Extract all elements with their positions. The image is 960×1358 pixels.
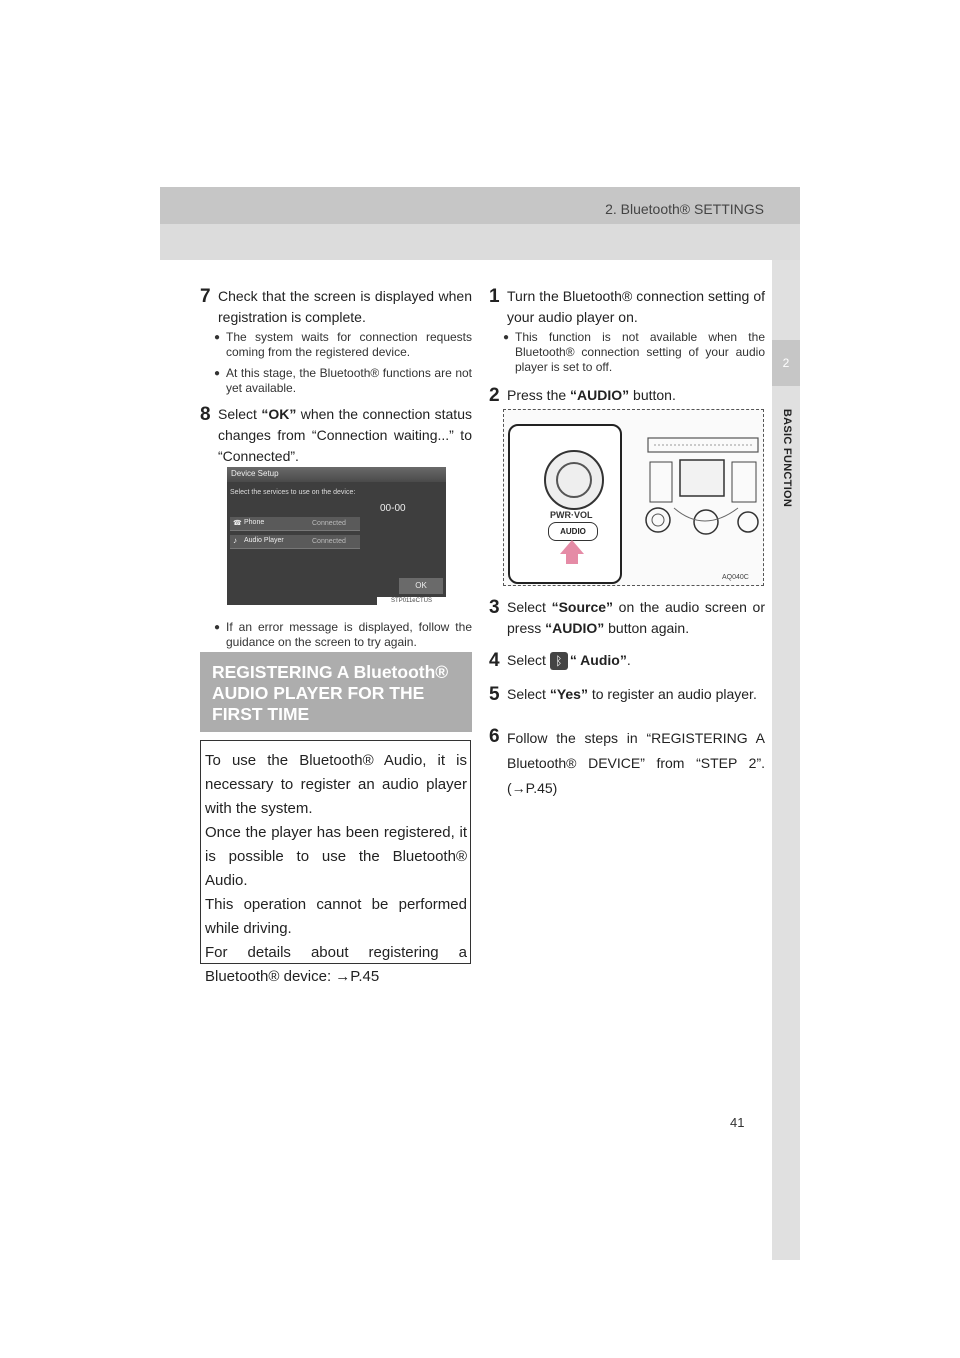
step-number: 5 — [489, 684, 500, 705]
phone-icon: ☎ — [233, 520, 242, 527]
step-text: Select “Source” on the audio screen or press “AUDIO” button again. — [507, 599, 765, 636]
info-paragraph: To use the Bluetooth® Audio, it is necessary to register an audio player with the system. — [205, 752, 467, 817]
step-text: Select ᛒ “ Audio”. — [507, 652, 631, 669]
service-label: Audio Player — [244, 537, 284, 544]
audio-button: AUDIO — [548, 522, 598, 541]
knob-label: PWR·VOL — [550, 510, 593, 520]
banner-title: REGISTERING A Bluetooth® AUDIO PLAYER FOR THE FIRST TIME — [212, 662, 449, 724]
bullet-icon: ● — [214, 368, 221, 379]
step-1 — [489, 286, 765, 328]
bullet-icon: ● — [503, 332, 510, 343]
step-number: 3 — [489, 597, 500, 618]
service-label: Phone — [244, 519, 265, 526]
screen-title: Device Setup — [231, 469, 279, 478]
bluetooth-icon: ᛒ — [550, 652, 568, 670]
step-number: 4 — [489, 650, 500, 671]
press-arrow-icon — [560, 540, 584, 554]
service-status: Connected — [312, 520, 346, 527]
step-number: 2 — [489, 385, 500, 406]
step-text: Turn the Bluetooth® connection setting of your audio player on. — [507, 288, 765, 325]
bullet-icon: ● — [214, 622, 221, 633]
step-text: Select “Yes” to register an audio player. — [507, 686, 757, 702]
info-box — [200, 740, 471, 985]
service-status: Connected — [312, 538, 346, 545]
step-7 — [200, 286, 472, 328]
step-text: Follow the steps in “REGISTERING A Bluetooth® DEVICE” from “STEP 2”. (→P.45) — [507, 730, 765, 796]
info-paragraph: This operation cannot be performed while driving. — [205, 896, 467, 937]
control-closeup — [508, 424, 622, 584]
bullet-text: The system waits for connection requests coming from the registered device. — [226, 330, 472, 359]
step-text: Press the “AUDIO” button. — [507, 387, 676, 403]
header-band — [160, 224, 800, 260]
service-row — [230, 517, 360, 531]
screen-subtitle: Select the services to use on the device: — [230, 489, 356, 496]
step-6 — [489, 726, 765, 801]
step-number: 7 — [200, 286, 211, 307]
step-text: Select “OK” when the connection status changes from “Connection waiting...” to “Connected”. — [218, 406, 472, 464]
bullet — [503, 330, 765, 375]
screen-title-bar — [227, 467, 446, 482]
dashboard-illustration — [503, 409, 764, 586]
info-paragraph: Once the player has been registered, it is possible to use the Bluetooth® Audio. — [205, 824, 467, 889]
info-paragraph: For details about registering a Bluetooth® device: →P.45 — [205, 944, 467, 985]
step-3 — [489, 597, 765, 639]
chapter-label-text: BASIC FUNCTION — [781, 408, 793, 508]
page-number: 41 — [730, 1115, 745, 1130]
step-5 — [489, 684, 765, 705]
step-text: Check that the screen is displayed when registration is complete. — [218, 288, 472, 325]
bullet — [214, 330, 472, 360]
music-note-icon: ♪ — [233, 536, 237, 545]
step-8 — [200, 404, 472, 467]
chapter-label — [766, 404, 806, 514]
bullet — [214, 366, 472, 396]
step-4 — [489, 650, 765, 671]
chapter-number: 2 — [782, 356, 790, 370]
service-row — [230, 535, 360, 549]
device-setup-screenshot — [227, 467, 446, 605]
section-title: 2. Bluetooth® SETTINGS — [605, 201, 764, 217]
bullet-text: This function is not available when the Bluetooth® connection setting of your audio player is set to off. — [515, 330, 765, 374]
ok-button: OK — [399, 578, 443, 594]
press-arrow-stem — [566, 554, 578, 564]
bullet-text: At this stage, the Bluetooth® functions are not yet available. — [226, 366, 472, 395]
step-2 — [489, 385, 765, 406]
bullet — [214, 620, 472, 650]
pwr-vol-knob — [544, 450, 604, 510]
illustration-code: AQ040C — [722, 574, 749, 581]
bullet-text: If an error message is displayed, follow the guidance on the screen to try again. — [226, 620, 472, 649]
screen-number: 00-00 — [380, 503, 406, 514]
page-header — [160, 187, 800, 224]
dashboard-svg — [644, 434, 762, 542]
step-number: 8 — [200, 404, 211, 425]
bullet-icon: ● — [214, 332, 221, 343]
image-code: STP011eCTUS — [377, 597, 446, 605]
step-number: 6 — [489, 726, 500, 747]
step-number: 1 — [489, 286, 500, 307]
section-banner — [200, 652, 472, 732]
